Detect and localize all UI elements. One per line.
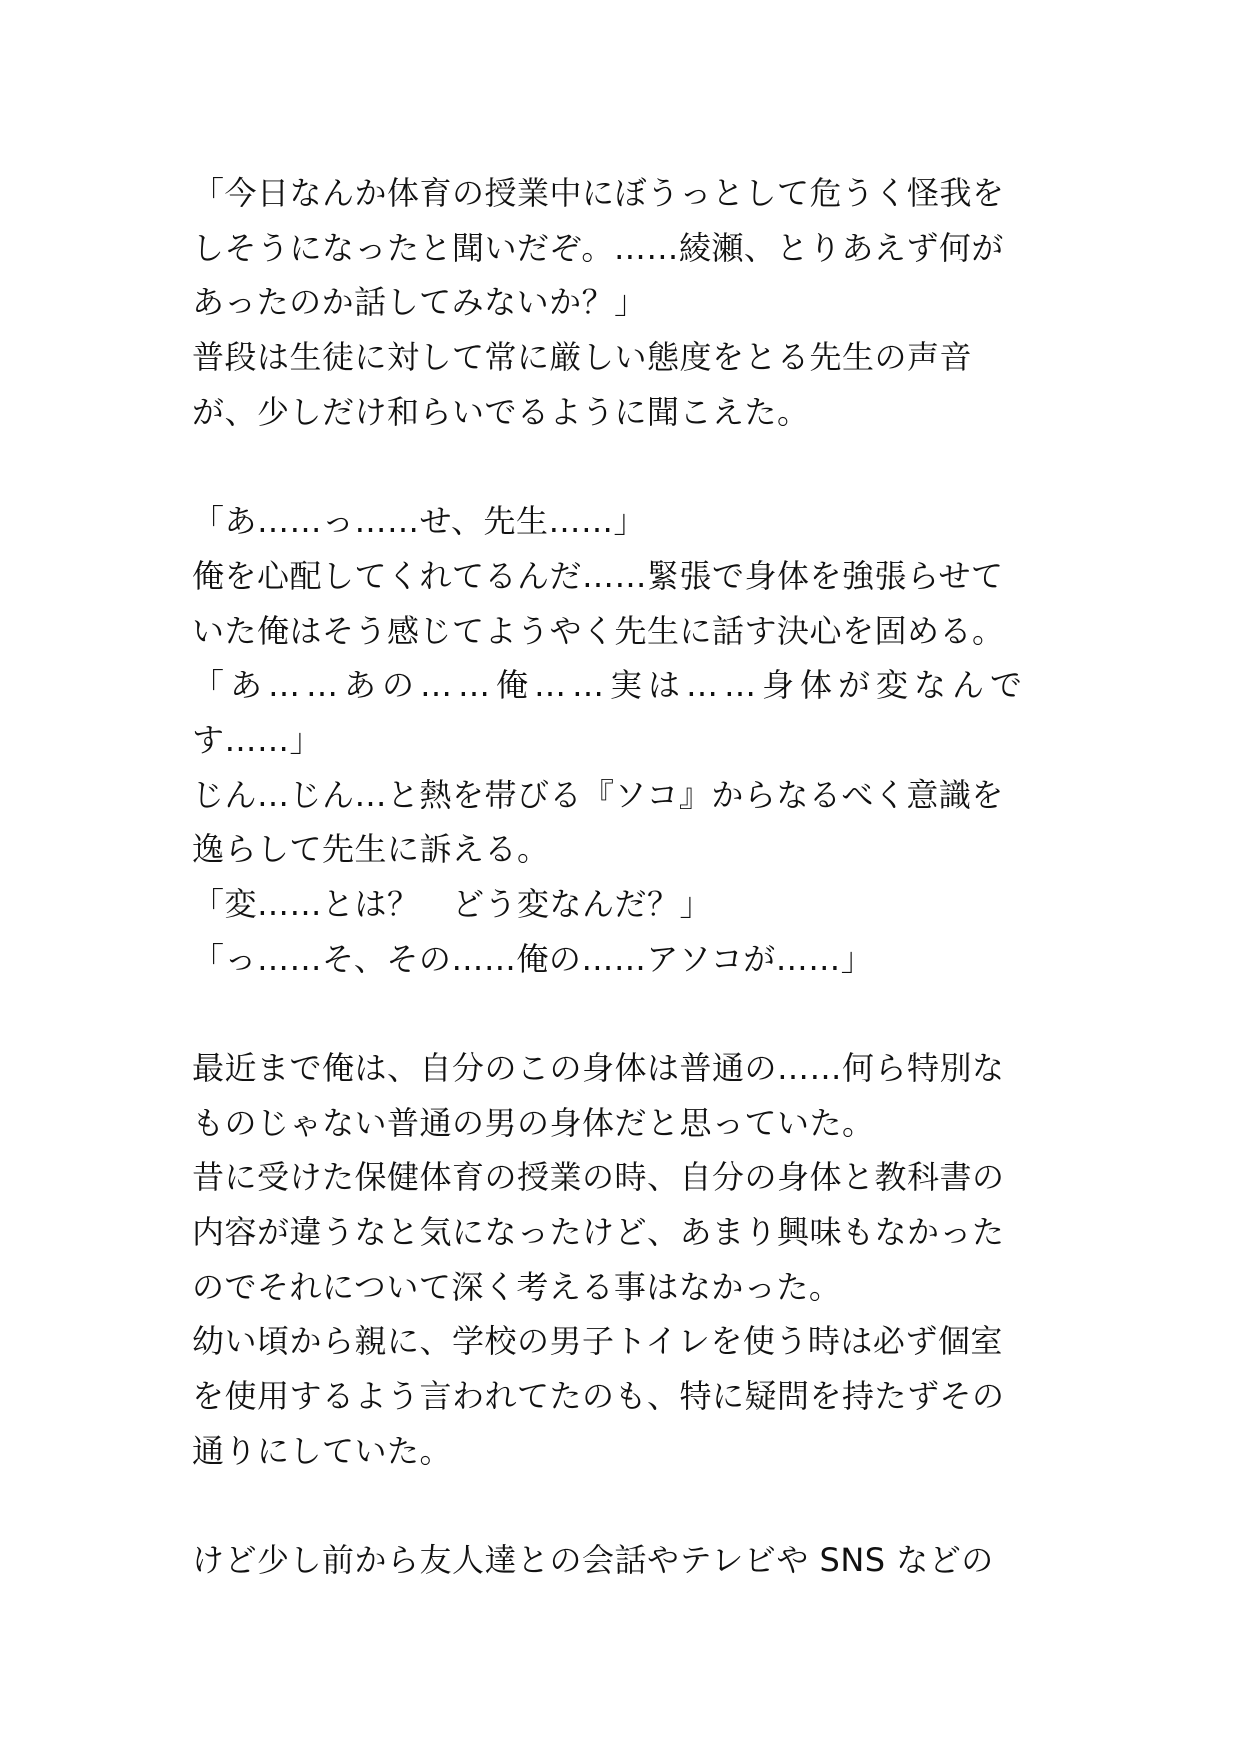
text-line: 「っ……そ、その……俺の……アソコが……」 <box>192 939 874 978</box>
text-line: が、少しだけ和らいでるように聞こえた。 <box>192 392 810 431</box>
text-line: じん…じん…と熱を帯びる『ソコ』からなるべく意識を <box>192 775 1004 814</box>
paragraph-break <box>192 1479 1072 1534</box>
text-line: す……」 <box>192 720 323 759</box>
text-line: 「あ……あの……俺……実は……身体が変なんで <box>192 666 1029 705</box>
body-text <box>192 166 1072 1588</box>
text-line: 逸らして先生に訴える。 <box>192 830 550 869</box>
text-line: けど少し前から友人達との会話やテレビや SNS などの <box>192 1541 994 1580</box>
paragraph-break <box>192 986 1072 1041</box>
text-line: 昔に受けた保健体育の授業の時、自分の身体と教科書の <box>192 1158 1005 1197</box>
text-line: のでそれについて深く考える事はなかった。 <box>192 1267 842 1306</box>
text-line: 通りにしていた。 <box>192 1431 453 1470</box>
text-line: 普段は生徒に対して常に厳しい態度をとる先生の声音 <box>192 338 973 377</box>
text-line: あったのか話してみないか？」 <box>192 283 647 322</box>
text-line: 内容が違うなと気になったけど、あまり興味もなかった <box>192 1213 1005 1252</box>
text-line: 幼い頃から親に、学校の男子トイレを使う時は必ず個室 <box>192 1322 1003 1361</box>
text-line: 「変……とは？ どう変なんだ？」 <box>192 884 713 923</box>
text-line: 「今日なんか体育の授業中にぼうっとして危うく怪我を <box>192 174 1005 212</box>
text-line: 俺を心配してくれてるんだ……緊張で身体を強張らせて <box>192 556 1004 595</box>
text-line: しそうになったと聞いだぞ。……綾瀬、とりあえず何が <box>192 228 1004 267</box>
text-line: を使用するよう言われてたのも、特に疑問を持たずその <box>192 1377 1005 1416</box>
text-line: ものじゃない普通の男の身体だと思っていた。 <box>192 1103 875 1142</box>
paragraph-break <box>192 439 1072 494</box>
text-line: いた俺はそう感じてようやく先生に話す決心を固める。 <box>192 611 1005 650</box>
text-line: 最近まで俺は、自分のこの身体は普通の……何ら特別な <box>192 1049 1005 1087</box>
text-line: 「あ……っ……せ、先生……」 <box>192 502 647 541</box>
